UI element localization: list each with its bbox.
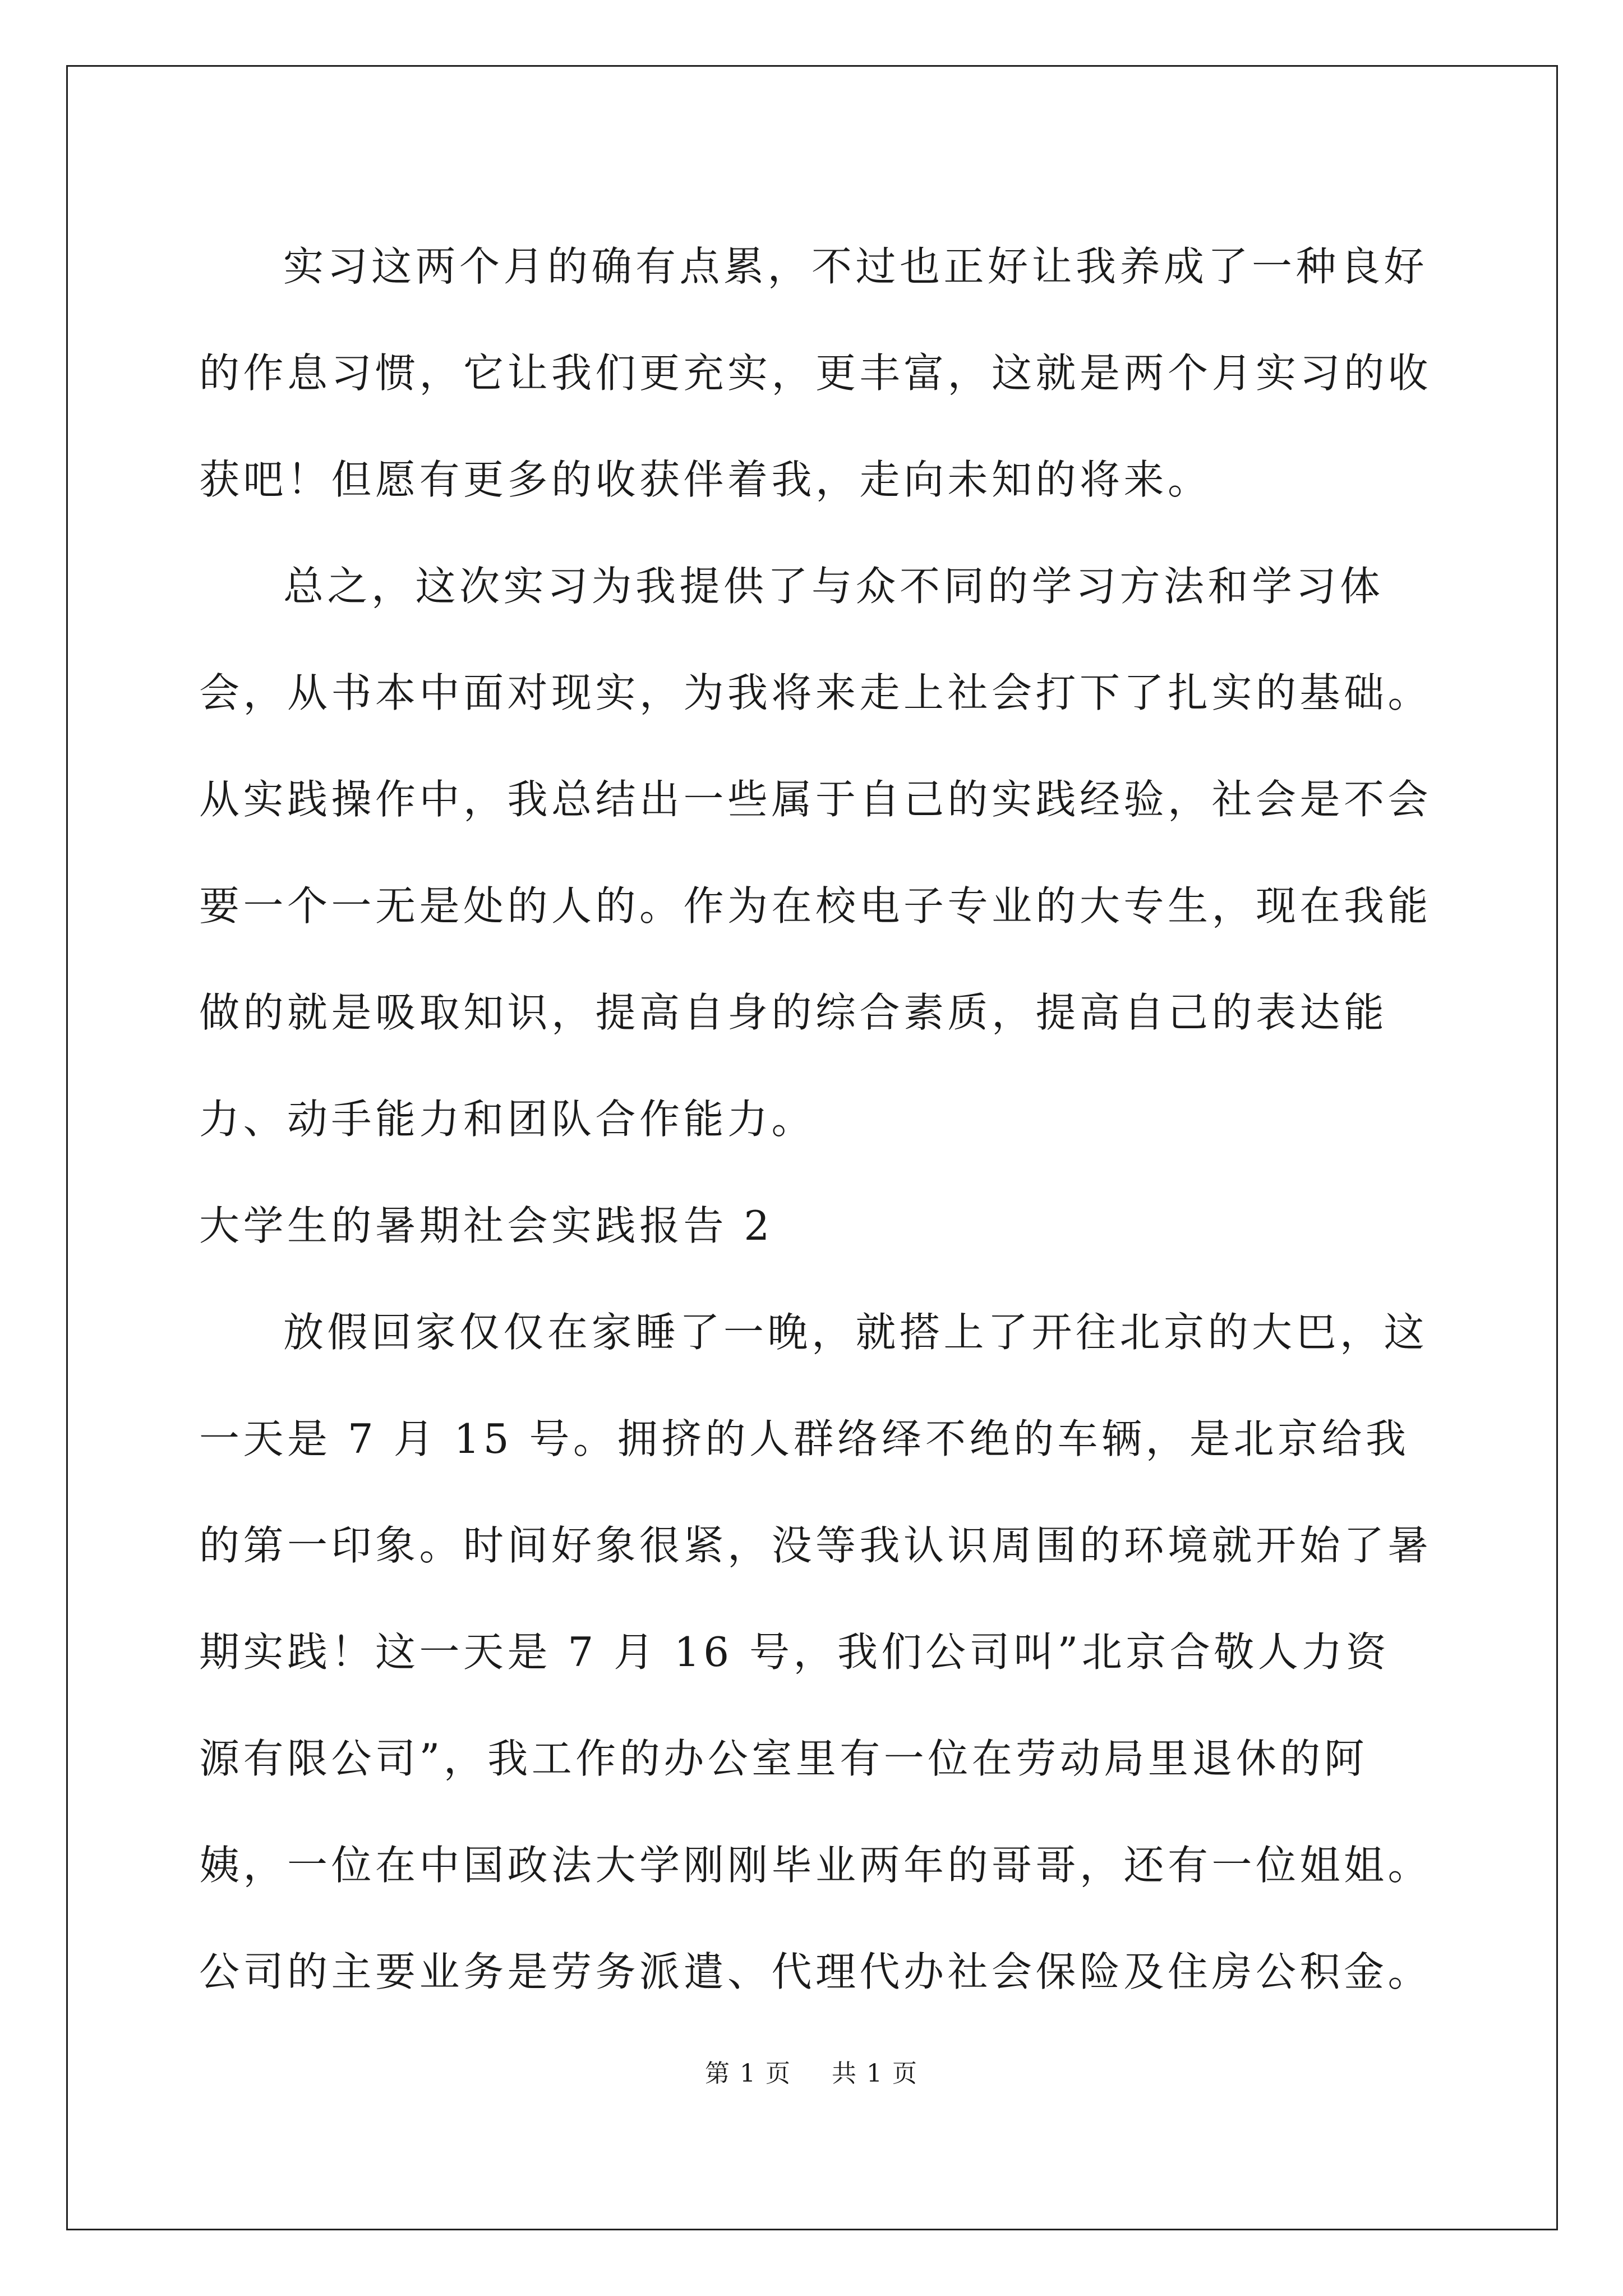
page-number: 第 1 页 [705, 2059, 791, 2088]
document-body [199, 213, 1433, 2025]
paragraph-3: 放假回家仅仅在家睡了一晚，就搭上了开往北京的大巴，这一天是 7 月 15 号。拥挤的人群络绎不绝的车辆，是北京给我的第一印象。时间好象很紧，没等我认识周围的环境就开始了暑期实践！这一天是 7 月 16 号，我们公司叫”北京合敬人力资源有限公司”，我工作的办公室里有一位在劳动局里退休的阿姨，一位在中国政法大学刚刚毕业两年的哥哥，还有一位姐姐。公司的主要业务是劳务派遣、代理代办社会保险及住房公积金。 [199, 1309, 1432, 1995]
paragraph-1: 实习这两个月的确有点累，不过也正好让我养成了一种良好的作息习惯，它让我们更充实，更丰富，这就是两个月实习的收获吧！但愿有更多的收获伴着我，走向未知的将来。 [199, 243, 1432, 503]
page-footer [0, 2053, 1623, 2089]
section-heading: 大学生的暑期社会实践报告 2 [199, 1202, 773, 1249]
paragraph-2: 总之，这次实习为我提供了与众不同的学习方法和学习体会，从书本中面对现实，为我将来走上社会打下了扎实的基础。从实践操作中，我总结出一些属于自己的实践经验，社会是不会要一个一无是处的人的。作为在校电子专业的大专生，现在我能做的就是吸取知识，提高自身的综合素质，提高自己的表达能力、动手能力和团队合作能力。 [199, 563, 1432, 1143]
page-total: 共 1 页 [832, 2059, 918, 2088]
